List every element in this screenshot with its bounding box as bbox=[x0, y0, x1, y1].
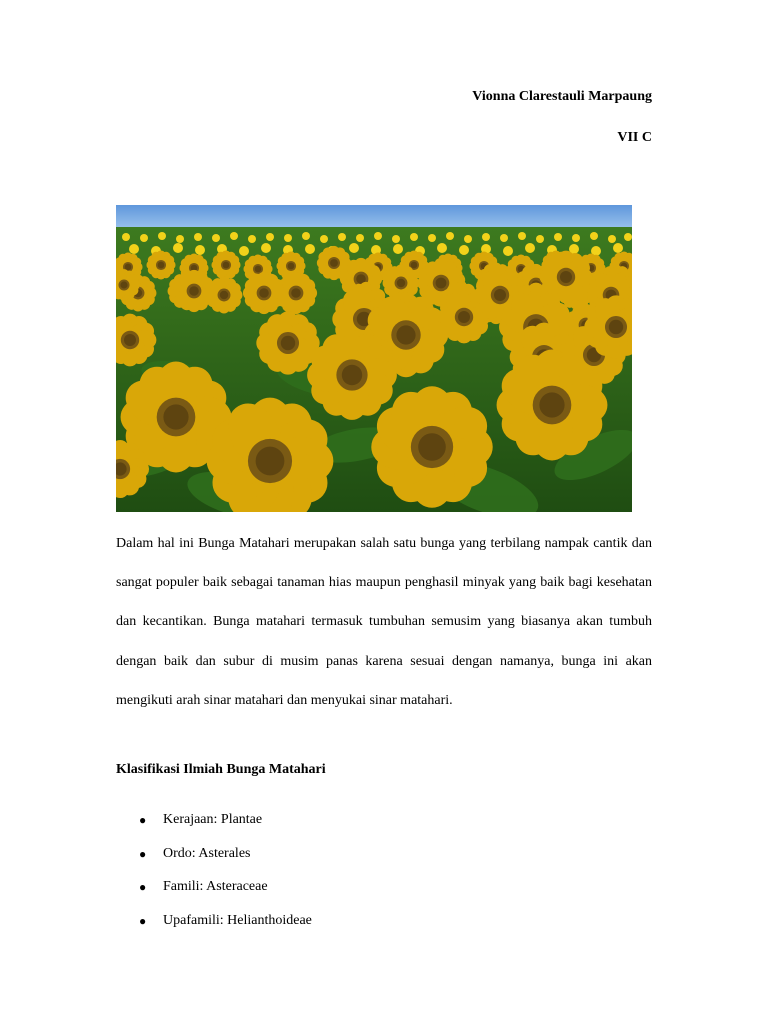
classification-list bbox=[116, 806, 312, 940]
list-item bbox=[116, 907, 312, 941]
bullet-icon: ● bbox=[139, 846, 147, 861]
bullet-icon: ● bbox=[139, 913, 147, 928]
bullet-icon: ● bbox=[139, 813, 147, 827]
list-item bbox=[116, 806, 312, 840]
classification-heading: Klasifikasi Ilmiah Bunga Matahari bbox=[116, 762, 326, 777]
list-item bbox=[116, 840, 312, 874]
body-paragraph: Dalam hal ini Bunga Matahari merupakan salah satu bunga yang terbilang nampak cantik dan sangat populer baik sebagai tanaman hias maupun penghasil minyak yang baik bagi kesehatan dan kecantikan. Bunga matahari termasuk tumbuhan semusim yang biasanya akan tumbuh dengan baik dan subur di musim panas karena sesuai dengan namanya, bunga ini akan mengikuti arah sinar matahari dan menyukai sinar matahari. bbox=[116, 536, 652, 708]
list-item-text: Ordo: Asterales bbox=[163, 845, 251, 861]
class-label: VII C bbox=[617, 130, 652, 145]
sunflower-field-photo bbox=[116, 205, 632, 512]
bullet-icon: ● bbox=[139, 880, 147, 894]
list-item-text: Kerajaan: Plantae bbox=[163, 812, 263, 827]
author-name: Vionna Clarestauli Marpaung bbox=[472, 89, 652, 104]
list-item-text: Upafamili: Helianthoideae bbox=[163, 912, 312, 928]
list-item bbox=[116, 873, 312, 907]
list-item-text: Famili: Asteraceae bbox=[163, 879, 268, 894]
